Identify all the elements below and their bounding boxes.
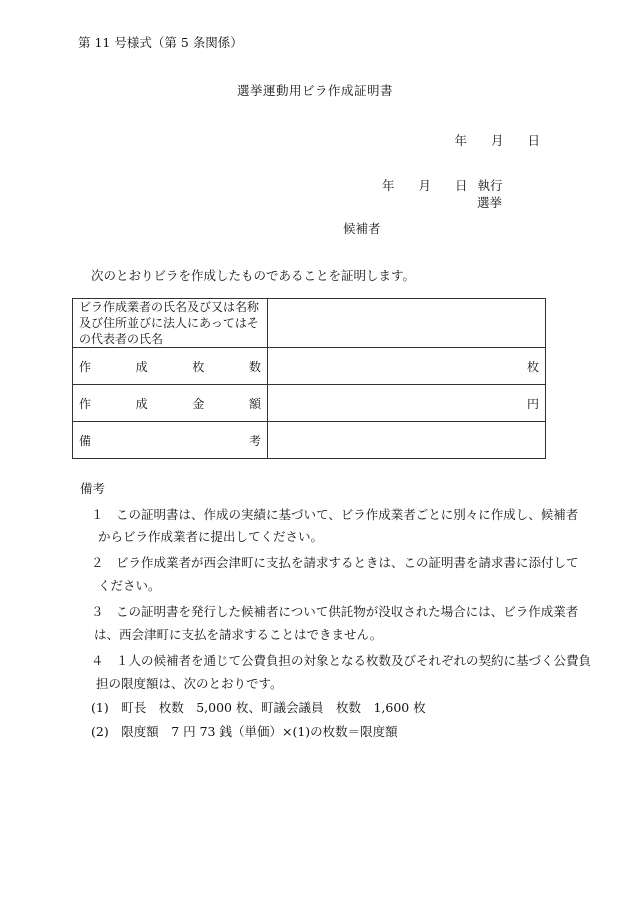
executed-label: 執行 — [477, 178, 503, 193]
note-1-line-1: １ この証明書は、作成の実績に基づいて、ビラ作成業者ごとに別々に作成し、候補者 — [91, 507, 579, 522]
election-label: 選挙 — [477, 195, 503, 210]
remarks-label: 備 考 — [73, 422, 268, 459]
note-4-sub-1: (1) 町長 枚数 5,000 枚、町議会議員 枚数 1,600 枚 — [91, 700, 426, 715]
note-3-line-2: は、西会津町に支払を請求することはできません。 — [94, 627, 383, 642]
candidate-label: 候補者 — [343, 221, 381, 236]
notes-heading: 備考 — [80, 481, 106, 496]
note-1-line-2: からビラ作成業者に提出してください。 — [98, 529, 324, 544]
election-info — [382, 177, 503, 211]
form-number: 第 11 号様式（第 5 条関係） — [78, 35, 243, 50]
amount-label: 作 成 金 額 — [73, 385, 268, 422]
note-3-line-1: ３ この証明書を発行した候補者について供託物が没収された場合には、ビラ作成業者 — [91, 604, 579, 619]
note-4-line-1: ４ １人の候補者を通じて公費負担の対象となる枚数及びそれぞれの契約に基づく公費負 — [91, 653, 592, 668]
election-month-label: 月 — [418, 178, 432, 193]
note-4-sub-2: (2) 限度額 7 円 73 銭（単価）×(1)の枚数＝限度額 — [91, 724, 398, 739]
table-row-remarks — [73, 422, 546, 459]
table-row-quantity — [73, 348, 546, 385]
quantity-value[interactable] — [268, 348, 546, 385]
certificate-table — [72, 298, 546, 459]
date-year-label: 年 — [454, 133, 467, 148]
vendor-value[interactable] — [268, 299, 546, 348]
election-year-label: 年 — [382, 178, 395, 193]
election-day-label: 日 — [455, 178, 468, 193]
note-2-line-2: ください。 — [98, 578, 161, 593]
table-row-amount — [73, 385, 546, 422]
certification-text: 次のとおりビラを作成したものであることを証明します。 — [91, 268, 416, 283]
quantity-label: 作 成 枚 数 — [73, 348, 268, 385]
amount-value[interactable] — [268, 385, 546, 422]
document-title: 選挙運動用ビラ作成証明書 — [236, 83, 393, 98]
vendor-label: ビラ作成業者の氏名及び又は名称 及び住所並びに法人にあってはそ の代表者の氏名 — [73, 299, 268, 348]
note-4-line-2: 担の限度額は、次のとおりです。 — [96, 676, 283, 691]
note-2-line-1: ２ ビラ作成業者が西会津町に支払を請求するときは、この証明書を請求書に添付して — [91, 555, 579, 570]
table-row-vendor — [73, 299, 546, 348]
issue-date — [454, 131, 540, 149]
date-month-label: 月 — [490, 133, 504, 148]
amount-unit: 円 — [526, 396, 539, 411]
quantity-unit: 枚 — [526, 359, 539, 374]
date-day-label: 日 — [527, 133, 540, 148]
remarks-value[interactable] — [268, 422, 546, 459]
